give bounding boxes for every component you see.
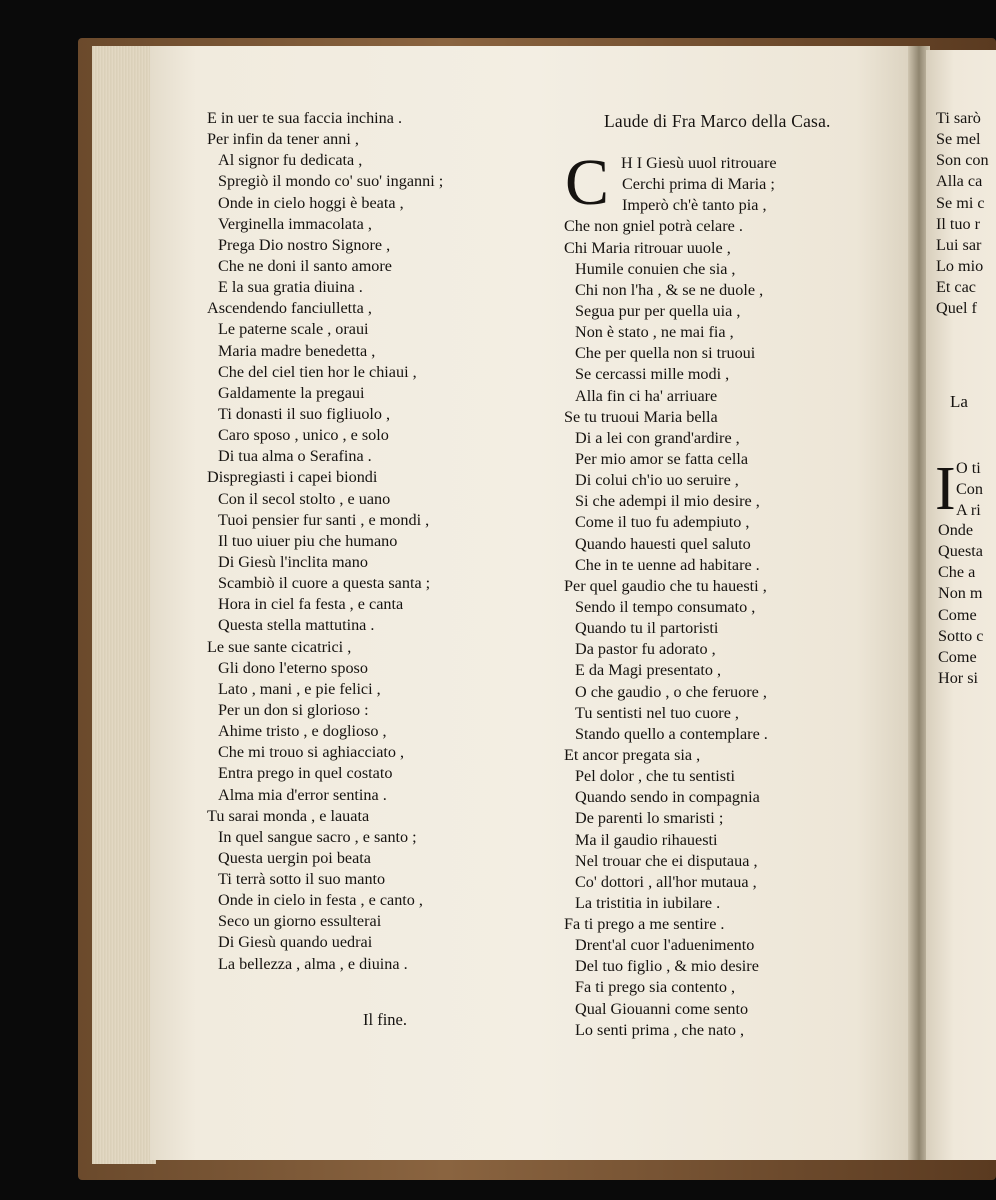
verse-line: Tu sentisti nel tuo cuore ,	[575, 703, 739, 722]
verse-line: Sendo il tempo consumato ,	[575, 597, 756, 616]
verse-line: Per mio amor se fatta cella	[575, 449, 749, 468]
verse-line: Se mi c	[936, 193, 985, 212]
verse-line: Qual Giouanni come sento	[575, 999, 749, 1018]
verse-line: Non è stato , ne mai fia ,	[575, 323, 734, 342]
verse-line: Alma mia d'error sentina .	[218, 785, 387, 804]
verse-line: E la sua gratia diuina .	[218, 278, 363, 297]
verse-line: Chi non l'ha , & se ne duole ,	[575, 280, 764, 299]
verse-line: La bellezza , alma , e diuina .	[218, 954, 408, 973]
verse-line: Humile conuien che sia ,	[575, 259, 736, 278]
page-edges	[92, 46, 156, 1164]
verse-line: Ahime tristo , e doglioso ,	[218, 722, 387, 741]
verse-line: Le paterne scale , oraui	[218, 320, 369, 339]
verse-line: Hor si	[938, 668, 979, 687]
verse-line: O che gaudio , o che feruore ,	[575, 682, 767, 701]
verse-line: Onde in cielo in festa , e canto ,	[218, 891, 423, 910]
verse-line: Segua pur per quella uia ,	[575, 301, 741, 320]
verse-line: Imperò ch'è tanto pia ,	[622, 196, 767, 215]
verse-line: Al signor fu dedicata ,	[218, 151, 363, 170]
verse-line: Dispregiasti i capei biondi	[207, 468, 378, 487]
verse-line: Seco un giorno essulterai	[218, 912, 382, 931]
verse-line: Nel trouar che ei disputaua ,	[575, 851, 758, 870]
verse-line: Il tuo r	[936, 214, 981, 233]
verse-line: Alla ca	[936, 172, 983, 191]
facing-bottom-lines	[938, 520, 983, 689]
verse-line: Et ancor pregata sia ,	[564, 745, 701, 764]
verse-line: Se tu truoui Maria bella	[564, 407, 718, 426]
verse-line: Che in te uenne ad habitare .	[575, 555, 760, 574]
drop-cap: C	[565, 146, 610, 219]
right-text-column	[564, 153, 777, 1041]
verse-line: Fa ti prego sia contento ,	[575, 978, 736, 997]
facing-drop-cap: I	[935, 455, 956, 523]
verse-line: De parenti lo smaristi ;	[575, 809, 724, 828]
verse-line: Ti terrà sotto il suo manto	[218, 870, 386, 889]
verse-line: Come	[938, 647, 977, 666]
verse-line: Co' dottori , all'hor mutaua ,	[575, 872, 757, 891]
verse-line: Quando sendo in compagnia	[575, 788, 760, 807]
verse-line: Ma il gaudio rihauesti	[575, 830, 718, 849]
left-text-column	[207, 108, 443, 975]
verse-line: Questa stella mattutina .	[218, 616, 375, 635]
verse-line: Prega Dio nostro Signore ,	[218, 235, 391, 254]
verse-line: Lui sar	[936, 235, 982, 254]
verse-line: Che ne doni il santo amore	[218, 256, 392, 275]
verse-line: Che a	[938, 563, 976, 582]
verse-line: E in uer te sua faccia inchina .	[207, 109, 403, 127]
verse-line: A ri	[956, 501, 981, 520]
verse-line: Come il tuo fu adempiuto ,	[575, 513, 750, 532]
verse-line: Questa	[938, 542, 983, 561]
verse-line: Alla fin ci ha' arriuare	[575, 386, 718, 405]
verse-line: Drent'al cuor l'aduenimento	[575, 936, 755, 955]
verse-line: Di tua alma o Serafina .	[218, 447, 372, 466]
verse-line: Onde	[938, 521, 974, 539]
verse-line: Verginella immacolata ,	[218, 214, 372, 233]
verse-line: Che per quella non si truoui	[575, 344, 756, 363]
verse-line: Et cac	[936, 278, 976, 297]
verse-line: Di Giesù l'inclita mano	[218, 552, 368, 571]
verse-line: Di a lei con grand'ardire ,	[575, 428, 740, 447]
laude-heading: Laude di Fra Marco della Casa.	[604, 111, 831, 131]
verse-line: Maria madre benedetta ,	[218, 341, 376, 360]
verse-line: Se mel	[936, 130, 981, 149]
verse-line: Con il secol stolto , e uano	[218, 489, 391, 508]
verse-line: Da pastor fu adorato ,	[575, 640, 716, 659]
verse-line: Fa ti prego a me sentire .	[564, 915, 725, 934]
verse-line: H I Giesù uuol ritrouare	[621, 154, 777, 172]
verse-line: Caro sposo , unico , e solo	[218, 426, 389, 445]
verse-line: Pel dolor , che tu sentisti	[575, 767, 736, 786]
verse-line: Ti sarò	[936, 109, 981, 127]
verse-line: Quando hauesti quel saluto	[575, 534, 751, 553]
verse-line: Galdamente la pregaui	[218, 383, 365, 402]
verse-line: Che mi trouo si aghiacciato ,	[218, 743, 405, 762]
verse-line: Gli dono l'eterno sposo	[218, 658, 368, 677]
verse-line: Di colui ch'io uo seruire ,	[575, 471, 739, 490]
verse-line: Tuoi pensier fur santi , e mondi ,	[218, 510, 430, 529]
verse-line: Stando quello a contemplare .	[575, 724, 768, 743]
verse-line: Cerchi prima di Maria ;	[622, 175, 775, 194]
verse-line: Si che adempi il mio desire ,	[575, 492, 760, 511]
verse-line: Lo mio	[936, 256, 984, 275]
verse-line: Non m	[938, 584, 983, 603]
verse-line: Che del ciel tien hor le chiaui ,	[218, 362, 417, 381]
verse-line: Quando tu il partoristi	[575, 619, 719, 638]
verse-line: O ti	[956, 459, 981, 477]
verse-line: Lo senti prima , che nato ,	[575, 1020, 745, 1039]
verse-line: Che non gniel potrà celare .	[564, 217, 743, 236]
facing-top-lines	[936, 108, 989, 319]
verse-line: Il tuo uiuer piu che humano	[218, 531, 398, 550]
verse-line: E da Magi presentato ,	[575, 661, 722, 680]
verse-line: Le sue sante cicatrici ,	[207, 637, 352, 656]
verse-line: Chi Maria ritrouar uuole ,	[564, 238, 731, 257]
verse-line: Questa uergin poi beata	[218, 848, 371, 867]
facing-drop-lines	[956, 458, 983, 521]
verse-line: In quel sangue sacro , e santo ;	[218, 827, 417, 846]
facing-heading: La	[950, 392, 968, 411]
verse-line: Scambiò il cuore a questa santa ;	[218, 574, 431, 593]
verse-line: Del tuo figlio , & mio desire	[575, 957, 759, 976]
verse-line: Con	[956, 480, 983, 499]
verse-line: Son con	[936, 151, 989, 170]
verse-line: Come	[938, 605, 977, 624]
verse-line: La tristitia in iubilare .	[575, 893, 721, 912]
verse-line: Per quel gaudio che tu hauesti ,	[564, 576, 767, 595]
verse-line: Spregiò il mondo co' suo' inganni ;	[218, 172, 444, 191]
verse-line: Di Giesù quando uedrai	[218, 933, 373, 952]
verse-line: Ti donasti il suo figliuolo ,	[218, 404, 391, 423]
verse-line: Entra prego in quel costato	[218, 764, 393, 783]
verse-line: Ascendendo fanciulletta ,	[207, 299, 372, 318]
verse-line: Tu sarai monda , e lauata	[207, 806, 370, 825]
verse-line: Hora in ciel fa festa , e canta	[218, 595, 404, 614]
verse-line: Se cercassi mille modi ,	[575, 365, 730, 384]
verse-line: Quel f	[936, 299, 977, 318]
verse-line: Lato , mani , e pie felici ,	[218, 679, 381, 698]
end-text: Il fine.	[363, 1010, 407, 1029]
verse-line: Per infin da tener anni ,	[207, 130, 359, 149]
verse-line: Per un don si glorioso :	[218, 700, 369, 719]
verse-line: Onde in cielo hoggi è beata ,	[218, 193, 404, 212]
verse-line: Sotto c	[938, 626, 984, 645]
